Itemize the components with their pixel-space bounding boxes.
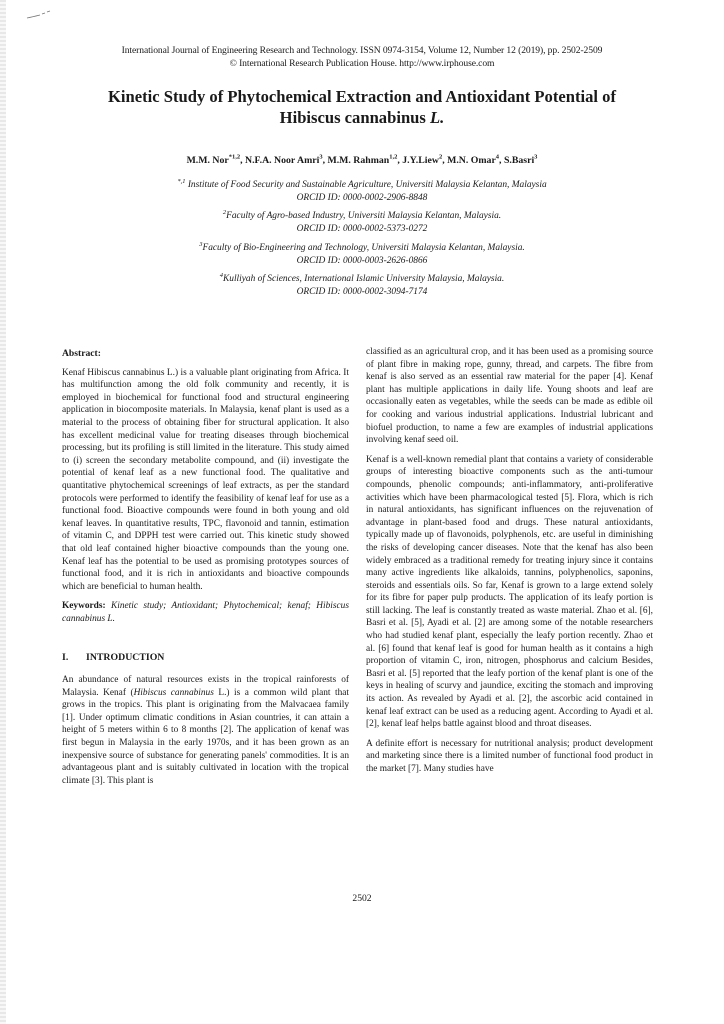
orcid-id: ORCID ID: 0000-0003-2626-0866 — [296, 255, 428, 266]
intro-paragraph-4: A definite effort is necessary for nutritional analysis; product development and marketing since there is a limited number of functional food product in the market [7]. Many studies have — [366, 738, 653, 774]
affiliation-1: $^{*,1}$ Institute of Food Security and Sustainable Agriculture, Universiti Malaysia Kelantan, Malaysia ORCID ID: 0000-0002-2906-8848 — [0, 176, 724, 204]
orcid-id: ORCID ID: 0000-0002-2906-8848 — [296, 192, 428, 203]
keywords-list: Kinetic study; Antioxidant; Phytochemical; kenaf; Hibiscus cannabinus L. — [62, 601, 349, 624]
author: M.M. Nor$^{*1,2}$, — [186, 154, 246, 167]
author: N.F.A. Noor Amri$^3$, — [245, 154, 328, 167]
affiliation-3: $^3$Faculty of Bio-Engineering and Technology, Universiti Malaysia Kelantan, Malaysia. ORCID ID: 0000-0003-2626-0866 — [0, 239, 724, 267]
keywords-label: Keywords: — [62, 601, 111, 612]
author: M.N. Omar$^4$, — [447, 154, 504, 167]
left-column — [62, 348, 349, 794]
title-species: Hibiscus cannabinus — [279, 108, 431, 127]
abstract-heading: Abstract: — [62, 348, 101, 359]
scan-artifact-mark — [26, 10, 52, 20]
orcid-id: ORCID ID: 0000-0002-3094-7174 — [296, 286, 428, 297]
paper-title — [40, 86, 684, 128]
intro-paragraph-2: classified as an agricultural crop, and it has been used as a promising source of plant fibre in making rope, gunny, thread, and carpets. The fibre from kenaf is also served as an essential raw material for the paper [4]. Kenaf plant has multiple applications in daily life. Young shoots and leaf are occasionally eaten as vegetables, while the seeds can be made as edible oil for cooking and various industrial applications. Industrial lubricant and biofuel production, to name a few are examples of industrial applications involving kenaf seed oil. — [366, 347, 653, 446]
title-line-2 — [40, 107, 684, 128]
page-number: 2502 — [352, 893, 372, 904]
author-list — [0, 154, 724, 166]
journal-citation: International Journal of Engineering Research and Technology. ISSN 0974-3154, Volume 12, Number 12 (2019), pp. 2502-2509 — [121, 45, 603, 56]
intro-paragraph-3: Kenaf is a well-known remedial plant that contains a variety of considerable groups of interesting bioactive components such as the anti-tumour compounds, phenolic compounds; anti-inflammatory, anti-proliferative activities which have been pharmacological tested [5]. Flora, which is rich in natural antioxidants, has significant influences on the rejuvenation of advantage in plant-based food and drugs. These natural antioxidants, typically made up of flavonoids, polyphenols, etc. are useful in diminishing the risks of developing cancer diseases. Note that the kenaf has also been widely embraced as a traditional remedy for treating injury since it contains many active ingredients like alkaloids, tannins, polyphenolics, saponins, steroids and essentials oils. So far, Kenaf is grown to a large extend solely for its fibre for paper pulp products. The application of its leafy portion is still lacking. The leaf is constantly treated as waste material. Zhao et al. [6], Basri et al. [5], Ayadi et al. [2] are among some of the notable researchers who had studied kenaf plant, especially the leafy portion recently. Zhao et al. [6] found that kenaf leaf is good for human health as it contains a high proportion of vitamin C, iron, nitrogen, phosphorus and calcium Besides, Basri et al. [5] reported that the leafy portion of the kenaf plant is one of the keys in healing of scurvy and jaundice, exciting the stomach and improving its action. As revealed by Ayadi et al. [2], the ascorbic acid contained in kenaf leaf extract can be used as a reducing agent. According to Ayadi et al. [2], kenaf leaf helps battle against blood and throat diseases. — [366, 454, 653, 730]
affiliation-2: $^2$Faculty of Agro-based Industry, Universiti Malaysia Kelantan, Malaysia. ORCID ID: 0000-0002-5373-0272 — [0, 207, 724, 235]
keywords — [62, 600, 349, 625]
orcid-id: ORCID ID: 0000-0002-5373-0272 — [296, 223, 428, 234]
right-column — [366, 346, 653, 783]
section-heading-introduction: I. INTRODUCTION — [62, 652, 165, 664]
author: S.Basri$^3$ — [503, 154, 538, 167]
publisher-line: © International Research Publication House. http://www.irphouse.com — [229, 58, 495, 69]
abstract-text: Kenaf Hibiscus cannabinus L.) is a valuable plant originating from Africa. It has multifunction among the old folk community and recently, it is employed in biochemical for functional food and structural engineering application in biocomposite materials. In Malaysia, kenaf plant is used as a material to the process of obtaining fiber for structural application. It also has excellent medicinal value for treating diseases through biochemical processing, but its profiling is still limited in the literature. This study aimed to (i) screen the secondary metabolite compound, and (ii) investigate the potential of kenaf leaf as a new functional food. The qualitative and quantitative phytochemical screenings of leaf extracts, as per the standard protocols were performed to identify the feasibility of kenaf leaf for use as a functional food. Bioactive compounds were found in both young and old kenaf leaves. In quantitative results, TPC, flavonoid and tannin, estimation of vitamin C, and DPPH test were carried out. This kinetic study showed that old leaf contained higher bioactive compounds than the young one. Kenaf leaf has the potential to be used as promising prototypes sources of functional food, and it is rich in antioxidants and bioactive compounds which are beneficial to human health. — [62, 367, 349, 592]
intro-paragraph-1: An abundance of natural resources exists in the tropical rainforests of Malaysia. Kenaf (Hibiscus cannabinus L.) is a common wild plant that grows in the tropics. This plant is originating from the Malvacaea family [1]. Under optimum climatic conditions in Asian countries, it can attain a height of 5 meters within 6 to 8 months [2]. The application of kenaf was first begun in Malaysia in the early 1970s, and it has been grown as an inexpensive source of substance for generating panels' commodities. It is an advantageous plant and is suitably cultivated in location with the tropical climate [3]. This plant is — [62, 675, 350, 786]
journal-header — [0, 44, 724, 70]
author: J.Y.Liew$^2$, — [402, 154, 448, 167]
title-line-1: Kinetic Study of Phytochemical Extraction and Antioxidant Potential of — [108, 87, 616, 106]
author: M.M. Rahman$^{1,2}$, — [327, 154, 403, 167]
title-species-suffix: L. — [430, 108, 445, 127]
affiliation-4: $^4$Kulliyah of Sciences, International Islamic University Malaysia, Malaysia. ORCID ID: 0000-0002-3094-7174 — [0, 270, 724, 298]
